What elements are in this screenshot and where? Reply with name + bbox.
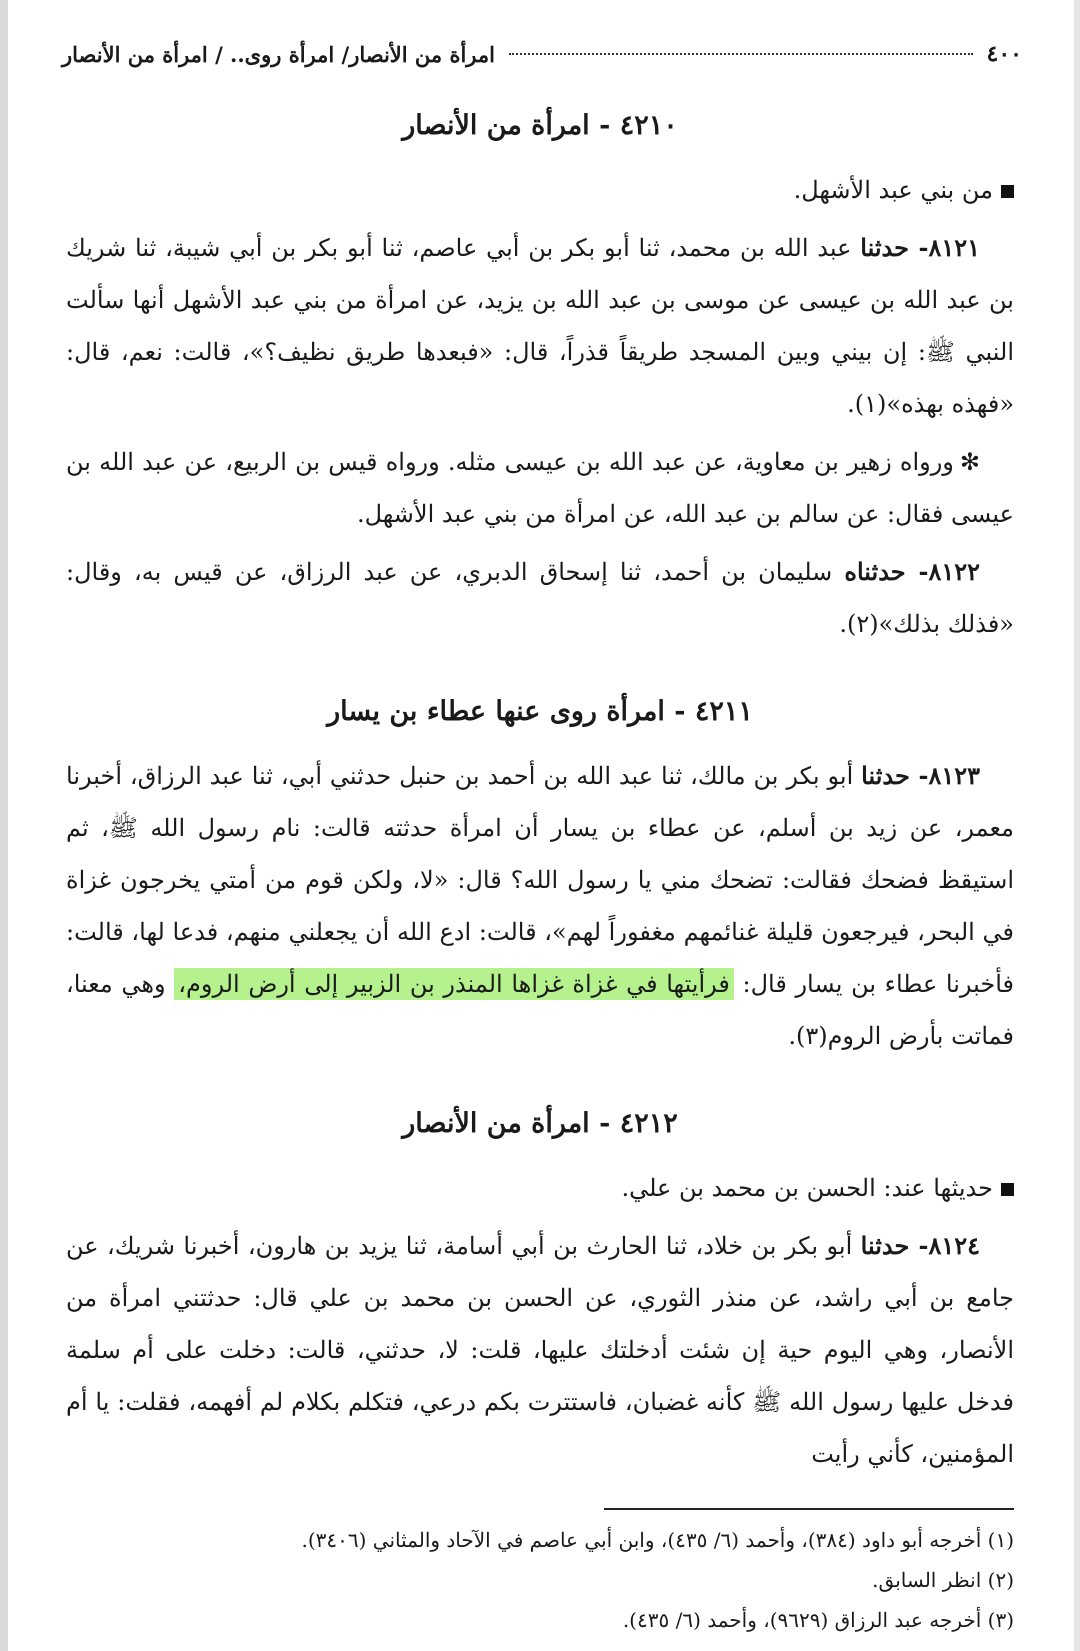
hadith-8123 <box>66 750 1014 1062</box>
footnotes <box>66 1508 1014 1640</box>
hadith-number: ٨١٢٤ <box>928 1231 981 1260</box>
hadith-number: ٨١٢٣ <box>928 761 981 790</box>
hadith-8121 <box>66 222 1014 430</box>
running-title: امرأة من الأنصار/ امرأة روى.. / امرأة من الأنصار <box>62 41 495 67</box>
page-number: ٤٠٠ <box>986 41 1022 67</box>
footnote-3: (٣) أخرجه عبد الرزاق (٩٦٢٩)، وأحمد (٦/ ٤٣٥). <box>622 1608 1014 1632</box>
section-gap <box>66 656 1014 674</box>
entry-heading-4210: ٤٢١٠ - امرأة من الأنصار <box>402 110 678 141</box>
hadith-lead: - حدثنا <box>861 761 929 790</box>
hadith-text: أبو بكر بن خلاد، ثنا الحارث بن أبي أسامة، ثنا يزيد بن هارون، أخبرنا شريك، عن جامع بن أبي راشد، عن منذر الثوري، عن الحسن بن محمد بن علي قال: حدثتني امرأة من الأنصار، وهي اليوم حية إن شئت أدخلتك عليها، قلت: لا، حدثني، قالت: دخلت على أم سلمة فدخل عليها رسول الله ﷺ كأنه غضبان، فاستترت بكم درعي، فتكلم بكلام لم أفهمه، فقلت: يا أم المؤمنين، كأني رأيت <box>66 1232 1014 1468</box>
hadith-8122 <box>66 546 1014 650</box>
footnote-rule-wrap <box>66 1508 1014 1510</box>
hadith-number: ٨١٢١ <box>928 233 981 262</box>
asterisk-icon: ✻ <box>959 448 980 476</box>
page-edge-right <box>1074 0 1080 1651</box>
footnote-2: (٢) انظر السابق. <box>872 1568 1014 1592</box>
page-body <box>66 88 1014 1486</box>
hadith-text-end: وهي معنا، فماتت بأرض الروم(٣). <box>66 970 1014 1050</box>
header-dotted-leader <box>509 53 973 55</box>
entry-note-4210: من بني عبد الأشهل. <box>66 164 1014 216</box>
entry-note-4212: حديثها عند: الحسن بن محمد بن علي. <box>66 1162 1014 1214</box>
hadith-8124 <box>66 1220 1014 1480</box>
section-gap <box>66 1068 1014 1086</box>
hadith-lead: - حدثنا <box>860 1231 929 1260</box>
entry-heading-4211: ٤٢١١ - امرأة روى عنها عطاء بن يسار <box>327 696 753 727</box>
riwaya-note: ✻ورواه زهير بن معاوية، عن عبد الله بن عيسى مثله. ورواه قيس بن الربيع، عن عبد الله بن عيسى فقال: عن سالم بن عبد الله، عن امرأة من بني عبد الأشهل. <box>66 448 1014 528</box>
hadith-lead: - حدثنا <box>860 233 929 262</box>
page-edge-left <box>0 0 8 1651</box>
hadith-text: سليمان بن أحمد، ثنا إسحاق الدبري، عن عبد الرزاق، عن قيس به، وقال: «فذلك بذلك»(٢). <box>66 558 1014 638</box>
hadith-number: ٨١٢٢ <box>928 557 980 586</box>
page-header <box>62 34 1022 74</box>
hadith-lead: - حدثناه <box>844 557 929 586</box>
footnote-separator <box>604 1508 1014 1510</box>
square-bullet-icon <box>1001 1183 1014 1196</box>
square-bullet-icon <box>1001 185 1014 198</box>
footnote-1: (١) أخرجه أبو داود (٣٨٤)، وأحمد (٦/ ٤٣٥)، وابن أبي عاصم في الآحاد والمثاني (٣٤٠٦). <box>301 1528 1014 1552</box>
hadith-text: عبد الله بن محمد، ثنا أبو بكر بن أبي عاصم، ثنا أبو بكر بن أبي شيبة، ثنا شريك بن عبد الله بن عيسى عن موسى بن عبد الله بن يزيد، عن امرأة من بني عبد الأشهل أنها سألت النبي ﷺ: إن بيني وبين المسجد طريقاً قذراً، قال: «فبعدها طريق نظيف؟»، قالت: نعم، قال: «فهذه بهذه»(١). <box>66 234 1014 418</box>
highlighted-text[interactable]: فرأيتها في غزاة غزاها المنذر بن الزبير إلى أرض الروم، <box>174 968 734 1000</box>
entry-heading-4212: ٤٢١٢ - امرأة من الأنصار <box>402 1108 678 1139</box>
hadith-text: أبو بكر بن مالك، ثنا عبد الله بن أحمد بن حنبل حدثني أبي، ثنا عبد الرزاق، أخبرنا معمر، عن زيد بن أسلم، عن عطاء بن يسار أن امرأة حدثته قالت: نام رسول الله ﷺ، ثم استيقظ فضحك فقالت: تضحك مني يا رسول الله؟ قال: «لا، ولكن قوم من أمتي يخرجون غزاة في البحر، فيرجعون قليلة غنائمهم مغفوراً لهم»، قالت: ادع الله أن يجعلني منهم، فدعا لها، قالت: فأخبرنا عطاء بن يسار قال: <box>66 762 1014 998</box>
